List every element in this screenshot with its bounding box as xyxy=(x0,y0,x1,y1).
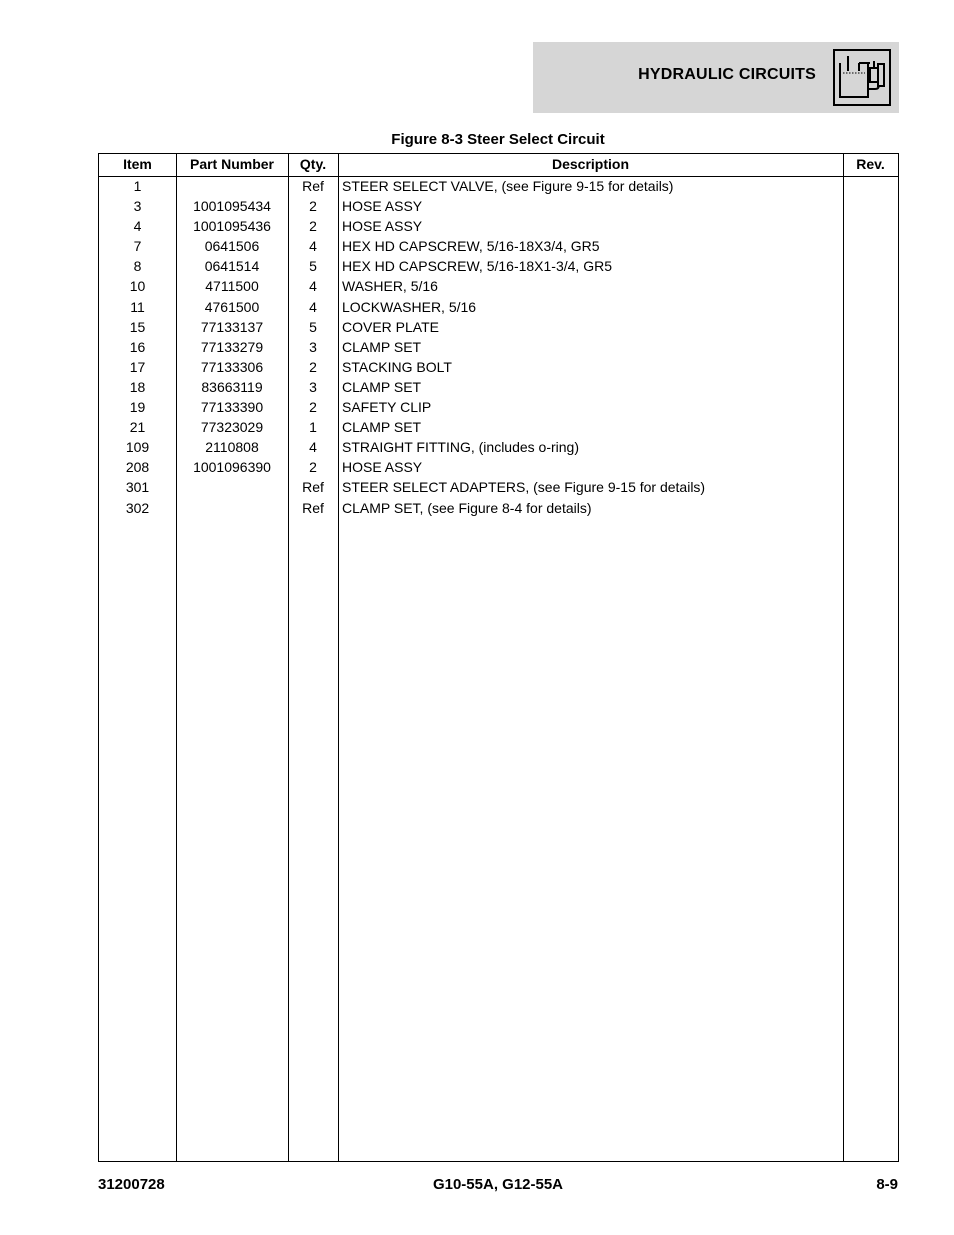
row-description: CLAMP SET xyxy=(342,419,422,436)
parts-table xyxy=(98,153,899,1162)
row-description: HEX HD CAPSCREW, 5/16-18X1-3/4, GR5 xyxy=(342,258,612,275)
row-description: SAFETY CLIP xyxy=(342,399,432,416)
section-header xyxy=(533,42,899,113)
row-qty: 4 xyxy=(309,298,317,315)
row-part-number: 77323029 xyxy=(200,419,264,436)
row-description: CLAMP SET, (see Figure 8-4 for details) xyxy=(342,499,592,516)
footer-doc-number: 31200728 xyxy=(98,1176,165,1193)
header-part-number: Part Number xyxy=(189,156,275,172)
table-row xyxy=(99,377,898,397)
row-item: 4 xyxy=(133,218,142,235)
table-row xyxy=(99,317,898,337)
section-title: HYDRAULIC CIRCUITS xyxy=(638,66,816,83)
row-part-number: 1001096390 xyxy=(193,459,271,476)
table-row xyxy=(99,297,898,317)
row-qty: 2 xyxy=(309,198,317,215)
table-body xyxy=(99,176,898,518)
row-qty: 4 xyxy=(309,278,317,295)
row-part-number: 77133390 xyxy=(200,399,264,416)
row-description: STACKING BOLT xyxy=(342,358,452,375)
row-item: 208 xyxy=(125,459,150,476)
row-description: STEER SELECT VALVE, (see Figure 9-15 for details) xyxy=(342,178,674,194)
row-qty: 2 xyxy=(309,399,317,416)
row-item: 19 xyxy=(129,399,146,416)
row-qty: 4 xyxy=(309,439,317,456)
row-qty: 5 xyxy=(309,318,317,335)
row-item: 7 xyxy=(133,238,142,255)
table-row xyxy=(99,276,898,296)
row-part-number: 0641514 xyxy=(204,258,260,275)
header-qty: Qty. xyxy=(299,156,327,172)
row-qty: 5 xyxy=(309,258,317,275)
row-description: LOCKWASHER, 5/16 xyxy=(342,298,477,315)
table-row xyxy=(99,397,898,417)
row-item: 10 xyxy=(129,278,146,295)
row-qty: 3 xyxy=(309,378,317,395)
row-qty: 1 xyxy=(309,419,317,436)
row-item: 18 xyxy=(129,378,146,395)
table-row xyxy=(99,337,898,357)
row-qty: 2 xyxy=(309,358,317,375)
footer-page-number: 8-9 xyxy=(876,1176,898,1193)
row-description: HEX HD CAPSCREW, 5/16-18X3/4, GR5 xyxy=(342,238,600,255)
table-row xyxy=(99,437,898,457)
row-description: CLAMP SET xyxy=(342,338,422,355)
row-qty: Ref xyxy=(302,479,324,496)
row-item: 1 xyxy=(133,178,142,194)
row-item: 302 xyxy=(125,499,150,516)
row-item: 3 xyxy=(133,198,142,215)
header-item: Item xyxy=(123,156,152,172)
table-row xyxy=(99,196,898,216)
table-row xyxy=(99,417,898,437)
row-item: 301 xyxy=(125,479,150,496)
header-rev: Rev. xyxy=(856,156,885,172)
row-item: 17 xyxy=(129,358,146,375)
hydraulic-circuit-icon xyxy=(833,49,891,106)
row-part-number: 77133137 xyxy=(200,318,264,335)
row-item: 11 xyxy=(130,298,145,315)
row-qty: 2 xyxy=(309,218,317,235)
row-description: HOSE ASSY xyxy=(342,198,423,215)
row-part-number: 4761500 xyxy=(204,298,260,315)
row-part-number: 1001095436 xyxy=(193,218,271,235)
row-description: COVER PLATE xyxy=(342,318,439,335)
row-qty: Ref xyxy=(302,499,324,516)
row-part-number: 77133279 xyxy=(200,338,264,355)
row-part-number: 2110808 xyxy=(205,439,259,456)
table-row xyxy=(99,477,898,497)
row-description: STRAIGHT FITTING, (includes o-ring) xyxy=(342,439,580,456)
table-row xyxy=(99,216,898,236)
row-description: WASHER, 5/16 xyxy=(342,278,438,295)
row-qty: Ref xyxy=(302,178,324,194)
row-description: CLAMP SET xyxy=(342,378,422,395)
table-row xyxy=(99,236,898,256)
table-row xyxy=(99,357,898,377)
row-part-number: 83663119 xyxy=(201,378,263,395)
row-qty: 4 xyxy=(309,238,317,255)
row-part-number: 1001095434 xyxy=(193,198,271,215)
table-row xyxy=(99,176,898,196)
footer-model: G10-55A, G12-55A xyxy=(432,1176,564,1193)
row-part-number: 4711500 xyxy=(205,278,259,295)
row-description: STEER SELECT ADAPTERS, (see Figure 9-15 for details) xyxy=(342,479,706,496)
row-description: HOSE ASSY xyxy=(342,459,423,476)
row-item: 21 xyxy=(129,419,146,436)
row-item: 8 xyxy=(133,258,142,275)
row-item: 15 xyxy=(129,318,146,335)
row-description: HOSE ASSY xyxy=(342,218,423,235)
figure-title: Figure 8-3 Steer Select Circuit xyxy=(391,131,605,148)
row-qty: 3 xyxy=(309,338,317,355)
row-item: 16 xyxy=(129,338,146,355)
row-part-number: 0641506 xyxy=(204,238,260,255)
row-qty: 2 xyxy=(309,459,317,476)
row-part-number: 77133306 xyxy=(200,358,264,375)
table-row xyxy=(99,457,898,477)
row-item: 109 xyxy=(125,439,150,456)
table-row xyxy=(99,498,898,518)
header-description: Description xyxy=(551,156,629,172)
table-row xyxy=(99,256,898,276)
